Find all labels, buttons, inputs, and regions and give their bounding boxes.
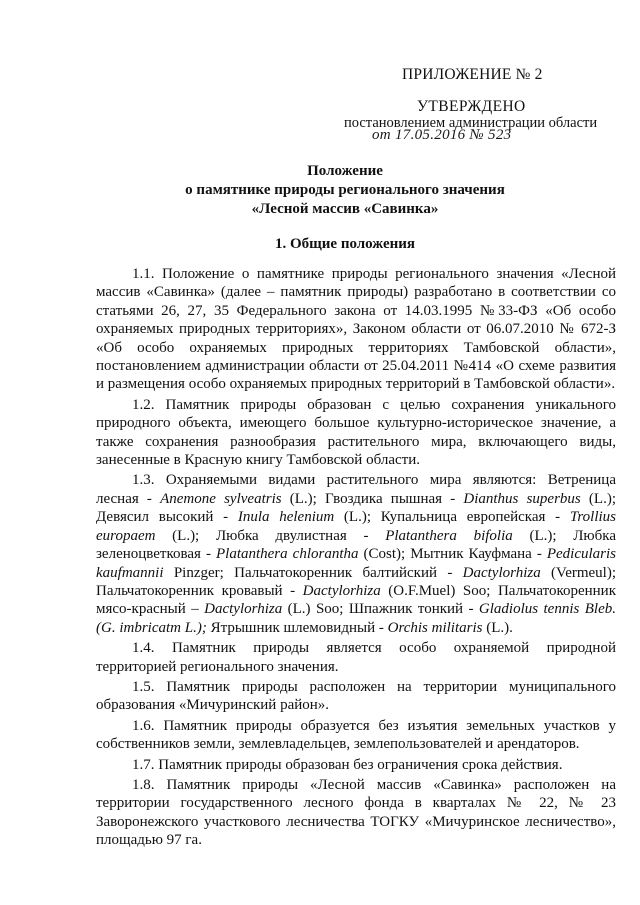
p3-text: (L.); Девясил высокий -: [96, 490, 616, 526]
paragraph-1-6: 1.6. Памятник природы образуется без изъятия земельных участков у собственников земли, землевладельцев, землепользователей и арендаторов.: [96, 717, 616, 753]
document-title: [0, 162, 640, 219]
paragraph-1-1: 1.1. Положение о памятнике природы регионального значения «Лесной массив «Савинка» (далее – памятник природы) разработано в соответствии со статьями 26, 27, 35 Федерального закона от 14.03.1995 №33-ФЗ «Об особо охраняемых природных территориях», Законом области от 06.07.2010 № 672-З «Об особо охраняемых природных территориях Тамбовской области», постановлением администрации области от 25.04.2011 №414 «О схеме развития и размещения особо охраняемых природных территорий в Тамбовской области».: [96, 266, 616, 393]
title-line-1: Положение: [307, 163, 383, 179]
p3-text: (Vermeul); Пальчатокоренник кровавый -: [96, 564, 616, 599]
approved-by-text: постановлением администрации области: [344, 115, 598, 131]
paragraph-1-5: 1.5. Памятник природы расположен на территории муниципального образования «Мичуринский район».: [96, 678, 616, 714]
species-name: Dactylorhiza: [302, 582, 381, 599]
paragraph-1-3: [96, 471, 616, 637]
p3-text: Ятрышник шлемовидный -: [206, 619, 388, 636]
species-name: Dactylorhiza: [204, 601, 283, 618]
document-body: [96, 265, 616, 852]
species-name: Anemone sylveatris: [160, 490, 282, 507]
p3-text: (L.).: [482, 619, 513, 636]
appendix-label: ПРИЛОЖЕНИЕ № 2: [402, 66, 543, 83]
p3-text: (L.); Любка двулистная -: [155, 527, 386, 544]
p3-text: (L.); Купальница европейская -: [334, 509, 570, 526]
p3-text: (L.); Любка зеленоцветковая -: [96, 527, 616, 563]
paragraph-1-4: 1.4. Памятник природы является особо охраняемой природной территорией регионального значения.: [96, 640, 616, 675]
species-name: Gladiolus tennis Bleb. (G. imbricatm L.);: [96, 601, 616, 636]
p3-text: (L.); Гвоздика пышная -: [281, 490, 464, 507]
species-name: Inula helenium: [237, 509, 335, 526]
paragraph-1-8: 1.8. Памятник природы «Лесной массив «Савинка» расположен на территории государственного лесного фонда в кварталах № 22, № 23 Заворонежского участкового лесничества ТОГКУ «Мичуринское лесничество», площадью 97 га.: [96, 776, 616, 849]
p3-text: (Cost); Мытник Кауфмана -: [358, 546, 547, 563]
species-name: Dianthus superbus: [463, 490, 581, 507]
p3-text: Pinzger; Пальчатокоренник балтийский -: [163, 564, 463, 581]
handwritten-date: от 17.05.2016 № 523: [372, 127, 512, 143]
species-name: Dactylorhiza: [462, 564, 541, 581]
title-line-2: о памятнике природы регионального значения: [185, 182, 505, 198]
species-name: Orchis militaris: [387, 619, 483, 636]
title-line-3: «Лесной массив «Савинка»: [251, 201, 439, 217]
section-heading: 1. Общие положения: [274, 236, 416, 252]
p3-text: (L.) Soo; Шпажник тонкий -: [282, 601, 479, 618]
approved-label: УТВЕРЖДЕНО: [417, 98, 526, 115]
p3-text: (O.F.Muel) Soo; Пальчатокоренник мясо-красный –: [96, 582, 616, 618]
p3-text: 1.3. Охраняемыми видами растительного мира являются: Ветреница лесная -: [96, 472, 616, 507]
paragraph-1-2: 1.2. Памятник природы образован с целью сохранения уникального природного объекта, имеющего большое культурно-историческое значение, а также сохранения разнообразия растительного мира, включающего виды, занесенные в Красную книгу Тамбовской области.: [96, 396, 616, 469]
paragraph-1-7: 1.7. Памятник природы образован без ограничения срока действия.: [132, 756, 563, 773]
species-name: Trollius europaem: [96, 509, 616, 544]
species-name: Pedicularis kaufmannii: [96, 546, 616, 581]
species-name: Platanthera chlorantha: [215, 546, 359, 563]
species-name: Platanthera bifolia: [385, 527, 513, 544]
